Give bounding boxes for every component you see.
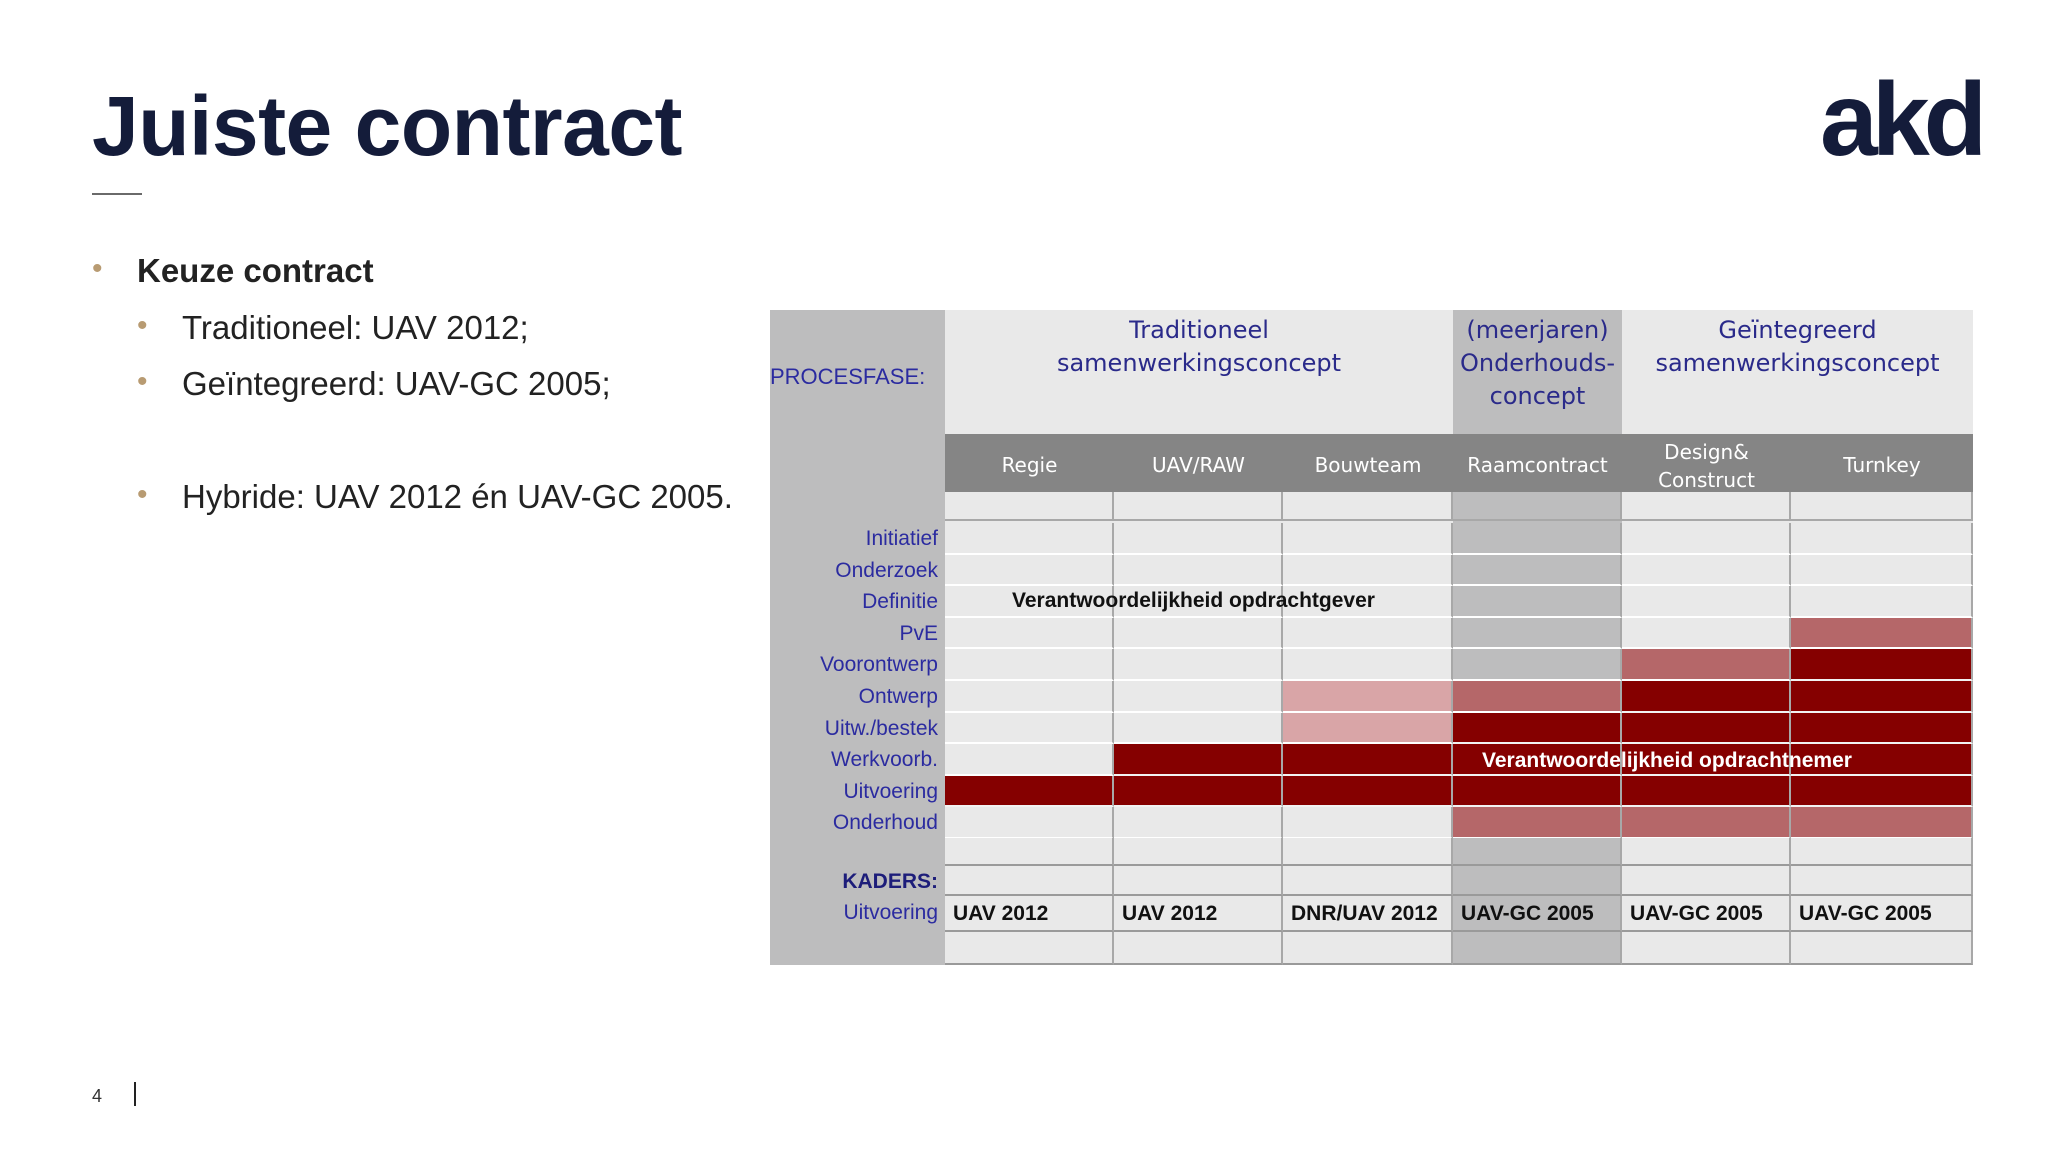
column-header-bouwteam: Bouwteam [1314, 453, 1422, 477]
matrix-cell [1791, 618, 1973, 650]
bullet-hybride: Hybride: UAV 2012 én UAV-GC 2005. [182, 478, 733, 515]
group-header-traditioneel: Traditioneel samenwerkingsconcept [1056, 316, 1342, 377]
kaders-value-3: UAV-GC 2005 [1461, 902, 1594, 925]
matrix-cell [1622, 523, 1791, 555]
bullet-keuze-contract: Keuze contract [137, 252, 374, 289]
matrix-cell [1622, 586, 1791, 618]
matrix-cell [1622, 681, 1791, 713]
phase-label-ontwerp: Ontwerp [858, 685, 938, 708]
kaders-cell [1114, 932, 1283, 965]
bullet-dot: • [137, 478, 148, 511]
matrix-cell [1114, 555, 1283, 587]
matrix-cell [1114, 523, 1283, 555]
kaders-cell [1791, 866, 1973, 896]
column-header-uav-raw: UAV/RAW [1152, 453, 1245, 477]
title-underline [92, 193, 142, 195]
spacer-cell [1283, 492, 1453, 521]
akd-logo: akd [1820, 62, 1982, 178]
page-number: 4 [92, 1086, 103, 1106]
kaders-cell [945, 866, 1114, 896]
matrix-cell [1791, 807, 1973, 839]
phase-label-uitw-bestek: Uitw./bestek [824, 716, 938, 740]
bullet-dot: • [92, 252, 103, 285]
matrix-cell [945, 681, 1114, 713]
phase-label-initiatief: Initiatief [865, 527, 938, 550]
matrix-cell [1114, 807, 1283, 839]
kaders-cell [1791, 838, 1973, 866]
contract-matrix-table [770, 310, 1973, 965]
kaders-cell [1453, 866, 1622, 896]
kaders-cell [1283, 838, 1453, 866]
responsibility-contractor-label: Verantwoordelijkheid opdrachtnemer [1482, 749, 1852, 772]
matrix-cell [945, 744, 1114, 776]
group-header-onderhoudsconcept: (meerjaren) Onderhouds- concept [1459, 316, 1616, 410]
matrix-cell [1114, 776, 1283, 808]
phase-label-werkvoorb: Werkvoorb. [831, 748, 938, 772]
phase-label-pve: PvE [899, 621, 938, 645]
kaders-cell [1791, 932, 1973, 965]
column-header-regie: Regie [1001, 453, 1058, 477]
procesfase-label: PROCESFASE: [770, 364, 926, 389]
matrix-cell [1622, 807, 1791, 839]
group-header-geintegreerd: Geïntegreerd samenwerkingsconcept [1655, 316, 1940, 377]
matrix-cell [1114, 744, 1283, 776]
matrix-cell [945, 807, 1114, 839]
matrix-cell [1453, 776, 1622, 808]
matrix-cell [1114, 618, 1283, 650]
kaders-value-1: UAV 2012 [1122, 902, 1218, 925]
matrix-cell [945, 713, 1114, 745]
matrix-cell [1283, 555, 1453, 587]
kaders-uitvoering-label: Uitvoering [843, 901, 938, 924]
matrix-cell [1622, 618, 1791, 650]
matrix-cell [945, 618, 1114, 650]
matrix-cell [945, 523, 1114, 555]
bullet-dot: • [137, 309, 148, 342]
matrix-cell [1791, 586, 1973, 618]
spacer-cell [1453, 492, 1622, 521]
kaders-cell [945, 932, 1114, 965]
matrix-cell [1791, 523, 1973, 555]
spacer-cell [1114, 492, 1283, 521]
matrix-cell [1791, 776, 1973, 808]
matrix-cell [1453, 713, 1622, 745]
kaders-value-0: UAV 2012 [953, 902, 1049, 925]
matrix-cell [1283, 807, 1453, 839]
phase-label-voorontwerp: Voorontwerp [820, 653, 938, 677]
kaders-cell [1283, 866, 1453, 896]
matrix-cell [1791, 649, 1973, 681]
matrix-cell [1453, 618, 1622, 650]
kaders-value-2: DNR/UAV 2012 [1291, 902, 1438, 925]
matrix-cell [1453, 681, 1622, 713]
phase-label-definitie: Definitie [862, 590, 938, 614]
matrix-cell [1283, 681, 1453, 713]
matrix-cell [1622, 649, 1791, 681]
matrix-cell [1791, 681, 1973, 713]
spacer-cell [945, 492, 1114, 521]
matrix-cell [1283, 523, 1453, 555]
kaders-cell [1453, 838, 1622, 866]
matrix-cell [1622, 713, 1791, 745]
responsibility-client-label: Verantwoordelijkheid opdrachtgever [1012, 589, 1375, 612]
phase-label-onderzoek: Onderzoek [835, 558, 938, 582]
column-header-turnkey: Turnkey [1843, 453, 1921, 477]
matrix-cell [945, 649, 1114, 681]
matrix-cell [1453, 586, 1622, 618]
kaders-cell [1283, 932, 1453, 965]
phase-label-uitvoering: Uitvoering [843, 779, 938, 803]
matrix-cell [1114, 681, 1283, 713]
bullet-dot: • [137, 365, 148, 398]
spacer-cell [1791, 492, 1973, 521]
column-header-raamcontract: Raamcontract [1467, 453, 1608, 477]
matrix-cell [1622, 776, 1791, 808]
bullet-geintegreerd: Geïntegreerd: UAV-GC 2005; [182, 365, 611, 402]
phase-label-onderhoud: Onderhoud [832, 811, 938, 835]
kaders-cell [1114, 838, 1283, 866]
matrix-cell [1453, 523, 1622, 555]
kaders-cell [1622, 932, 1791, 965]
kaders-label: KADERS: [842, 870, 938, 893]
matrix-cell [1791, 713, 1973, 745]
matrix-cell [1622, 555, 1791, 587]
column-header-design-construct: Design& Construct [1658, 440, 1755, 492]
bullet-traditioneel: Traditioneel: UAV 2012; [182, 309, 529, 346]
kaders-value-5: UAV-GC 2005 [1799, 902, 1932, 925]
matrix-cell [1283, 776, 1453, 808]
matrix-cell [1453, 649, 1622, 681]
kaders-cell [945, 838, 1114, 866]
kaders-cell [1453, 932, 1622, 965]
matrix-cell [1453, 807, 1622, 839]
kaders-cell [1622, 866, 1791, 896]
matrix-cell [1114, 713, 1283, 745]
kaders-cell [1114, 866, 1283, 896]
spacer-cell [1622, 492, 1791, 521]
matrix-cell [1114, 649, 1283, 681]
kaders-cell [1622, 838, 1791, 866]
matrix-cell [945, 776, 1114, 808]
matrix-cell [1283, 713, 1453, 745]
matrix-cell [1453, 555, 1622, 587]
slide-title: Juiste contract [92, 79, 683, 173]
matrix-cell [945, 555, 1114, 587]
matrix-cell [1283, 649, 1453, 681]
kaders-value-4: UAV-GC 2005 [1630, 902, 1763, 925]
matrix-cell [1283, 618, 1453, 650]
footer-divider [134, 1082, 136, 1106]
matrix-cell [1283, 744, 1453, 776]
matrix-cell [1791, 555, 1973, 587]
